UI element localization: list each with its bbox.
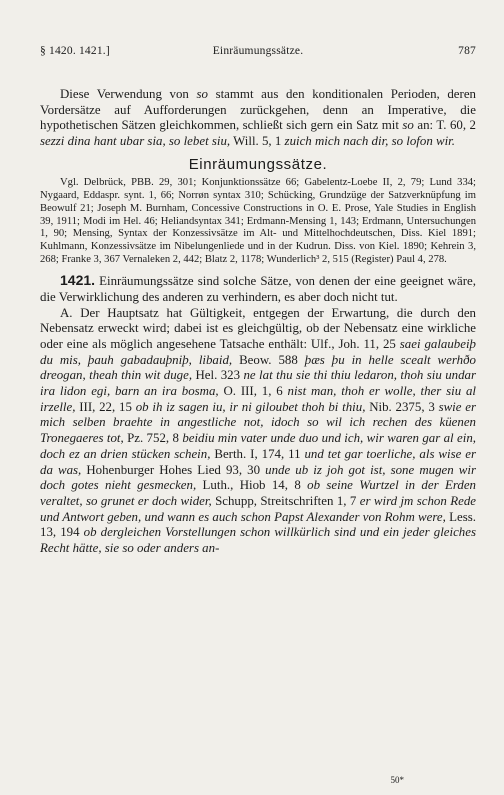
paragraph-intro: Diese Verwendung von so stammt aus den konditionalen Perioden, deren Vordersätze auf Aufforderungen zurückgehen, denn an Imperative, die hypothetischen Sätzen gleichkommen, schließt sich gern ein Satz mit so an: T. 60, 2 sezzi dina hant ubar sia, so lebet siu, Will. 5, 1 zuich mich nach dir, so lofon wir. <box>40 87 476 149</box>
page-number: 787 <box>458 45 476 57</box>
bibliography: Vgl. Delbrück, PBB. 29, 301; Konjunktionssätze 66; Gabelentz-Loebe II, 2, 79; Lund 334; Nygaard, Eddaspr. synt. 1, 66; Norrøn syntax 310; Schücking, Grundzüge der Satzverknüpfung im Beowulf 21; Joseph M. Burnham, Concessive Constructions in O. E. Prose, Yale Studies in English 39, 1911; Modi im Hel. 46; Heliandsyntax 341; Erdmann-Mensing 1, 143; Erdmann, Untersuchungen 1, 90; Mensing, Syntax der Konzessivsätze im Alt- und Mittelhochdeutschen, Diss. Kiel 1891; Kuhlmann, Konzessivsätze im Nibelungenliede und in der Kudrun. Diss. von Kiel. 1890; Kehrein 3, 268; Franke 3, 367 Vernaleken 2, 442; Blatz 2, 1178; Wunderlich³ 2, 515 (Register) Paul 4, 278. <box>40 176 476 266</box>
header-section-ref: § 1420. 1421.] <box>40 45 110 57</box>
header-title: Einräumungssätze. <box>212 45 304 57</box>
running-header <box>40 45 476 63</box>
page-body <box>40 87 476 557</box>
paragraph-definition: 1421. Einräumungssätze sind solche Sätze, von denen der eine geeignet wäre, die Verwirklichung des anderen zu verhindern, es aber doch nicht tut. <box>40 272 476 304</box>
section-number: 1421. <box>60 272 96 289</box>
section-heading: Einräumungssätze. <box>188 155 328 173</box>
signature-mark: 50* <box>390 775 404 785</box>
paragraph-examples: A. Der Hauptsatz hat Gültigkeit, entgegen der Erwartung, die durch den Nebensatz erweckt wird; dabei ist es gleichgültig, ob der Nebensatz eine wirkliche oder eine als möglich angesehene Tatsache enthält: Ulf., Joh. 11, 25 saei galaubeiþ du mis, þauh gabadauþniþ, libaid, Beow. 588 þæs þu in helle scealt werhðo dreogan, theah thin wit duge, Hel. 323 ne lat thu sie thi thiu ledaron, thoh siu undar ira lidon egi, barn an ira bosma, O. III, 1, 6 nist man, thoh er wolle, ther siu al irzelle, III, 22, 15 ob ih iz sagen iu, ir ni giloubet thoh bi thiu, Nib. 2375, 3 swie er mich selben braehte in angestliche not, idoch so wil ich rechen des küenen Tronegaeres tot, Pz. 752, 8 beidiu min vater unde duo und ich, wir waren gar al ein, doch ez an drien stücken schein, Berth. I, 174, 11 und tet gar toerliche, als wise er da was, Hohenburger Hohes Lied 93, 30 unde ub iz joh got ist, sone mugen wir doch gotes nieht gesmecken, Luth., Hiob 14, 8 ob seine Wurtzel in der Erden veraltet, so grunet er doch wider, Schupp, Streitschriften 1, 7 er wird jm schon Rede und Antwort geben, und wann es auch schon Papst Alexander von Rohm were, Less. 13, 194 ob dergleichen Vorstellungen schon willkürlich sind und ein jeder gleiches Recht hätte, sie so oder anders an- <box>40 305 477 556</box>
